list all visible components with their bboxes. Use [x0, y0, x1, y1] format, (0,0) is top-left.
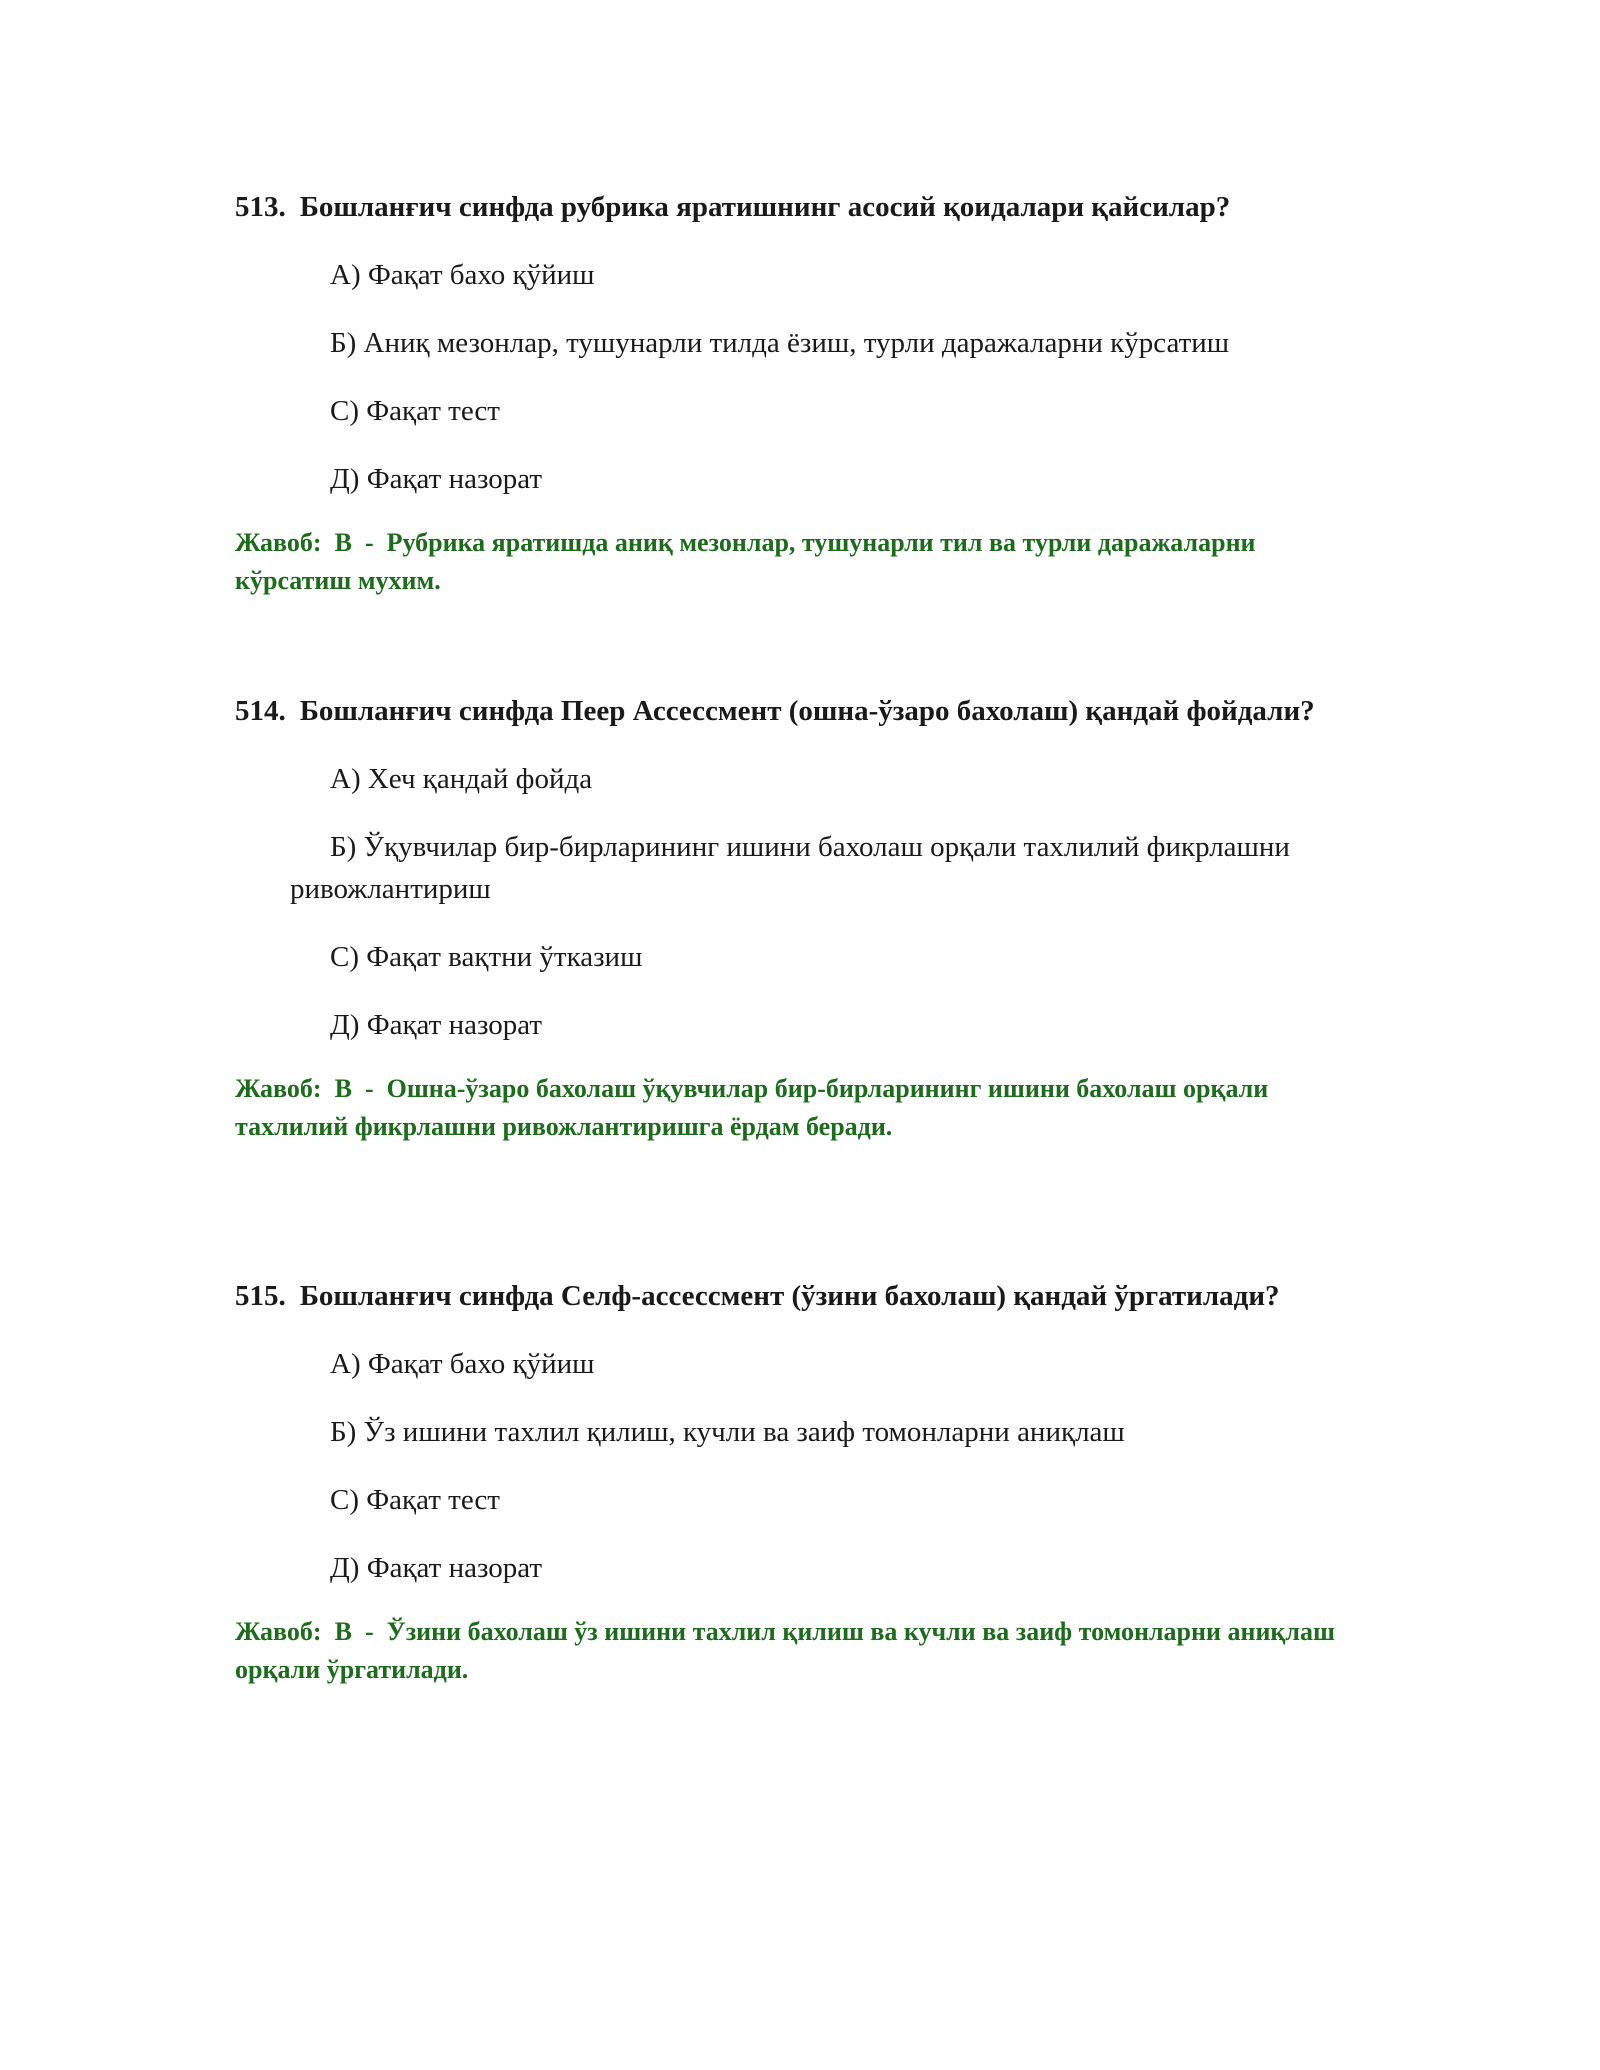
answer-text: Ўзини бахолаш ўз ишини тахлил қилиш ва кучли ва заиф томонларни аниқлаш орқали ўргатилади. — [235, 1617, 1335, 1684]
answer-label: Жавоб: — [235, 528, 322, 557]
option-c: С) Фақат тест — [330, 395, 500, 427]
option-c: С) Фақат тест — [330, 1484, 500, 1516]
answer-text: Ошна-ўзаро бахолаш ўқувчилар бир-бирларининг ишини бахолаш орқали тахлилий фикрлашни ривожлантиришга ёрдам беради. — [235, 1074, 1269, 1141]
answer — [235, 524, 1365, 600]
option-c: С) Фақат вақтни ўтказиш — [330, 941, 643, 973]
answer — [235, 1613, 1365, 1689]
option-a: А) Хеч қандай фойда — [330, 763, 593, 795]
answer-label: Жавоб: — [235, 1074, 322, 1103]
question-515 — [235, 1275, 1365, 1689]
question-text: Бошланғич синфда Пеер Ассессмент (ошна-ўзаро бахолаш) қандай фойдали? — [299, 695, 1315, 727]
option-b: Б) Ўз ишини тахлил қилиш, кучли ва заиф томонларни аниқлаш — [330, 1416, 1125, 1448]
option-b: Б) Ўқувчилар бир-бирларининг ишини бахолаш орқали тахлилий фикрлашни ривожлантириш — [290, 831, 1290, 905]
answer-text: Рубрика яратишда аниқ мезонлар, тушунарли тил ва турли даражаларни кўрсатиш мухим. — [235, 528, 1256, 595]
answer-label: Жавоб: — [235, 1617, 322, 1646]
answer-letter: В — [334, 1617, 352, 1646]
option-d: Д) Фақат назорат — [330, 1552, 543, 1584]
option-a: А) Фақат бахо қўйиш — [330, 1348, 595, 1380]
answer-separator: - — [364, 1074, 374, 1103]
answer — [235, 1070, 1365, 1146]
answer-separator: - — [364, 528, 374, 557]
answer-letter: В — [334, 1074, 352, 1103]
question-number: 513. — [235, 191, 286, 223]
option-d: Д) Фақат назорат — [330, 463, 543, 495]
option-a: А) Фақат бахо қўйиш — [330, 259, 595, 291]
answer-letter: В — [334, 528, 352, 557]
question-title — [235, 186, 1365, 228]
answer-separator: - — [364, 1617, 374, 1646]
question-514 — [235, 690, 1365, 1146]
question-text: Бошланғич синфда Селф-ассессмент (ўзини бахолаш) қандай ўргатилади? — [299, 1280, 1280, 1312]
option-b: Б) Аниқ мезонлар, тушунарли тилда ёзиш, турли даражаларни кўрсатиш — [330, 327, 1230, 359]
question-number: 515. — [235, 1280, 286, 1312]
question-text: Бошланғич синфда рубрика яратишнинг асосий қоидалари қайсилар? — [299, 191, 1231, 223]
question-number: 514. — [235, 695, 286, 727]
question-513 — [235, 186, 1365, 600]
question-title — [235, 690, 1365, 732]
question-title — [235, 1275, 1365, 1317]
option-d: Д) Фақат назорат — [330, 1009, 543, 1041]
